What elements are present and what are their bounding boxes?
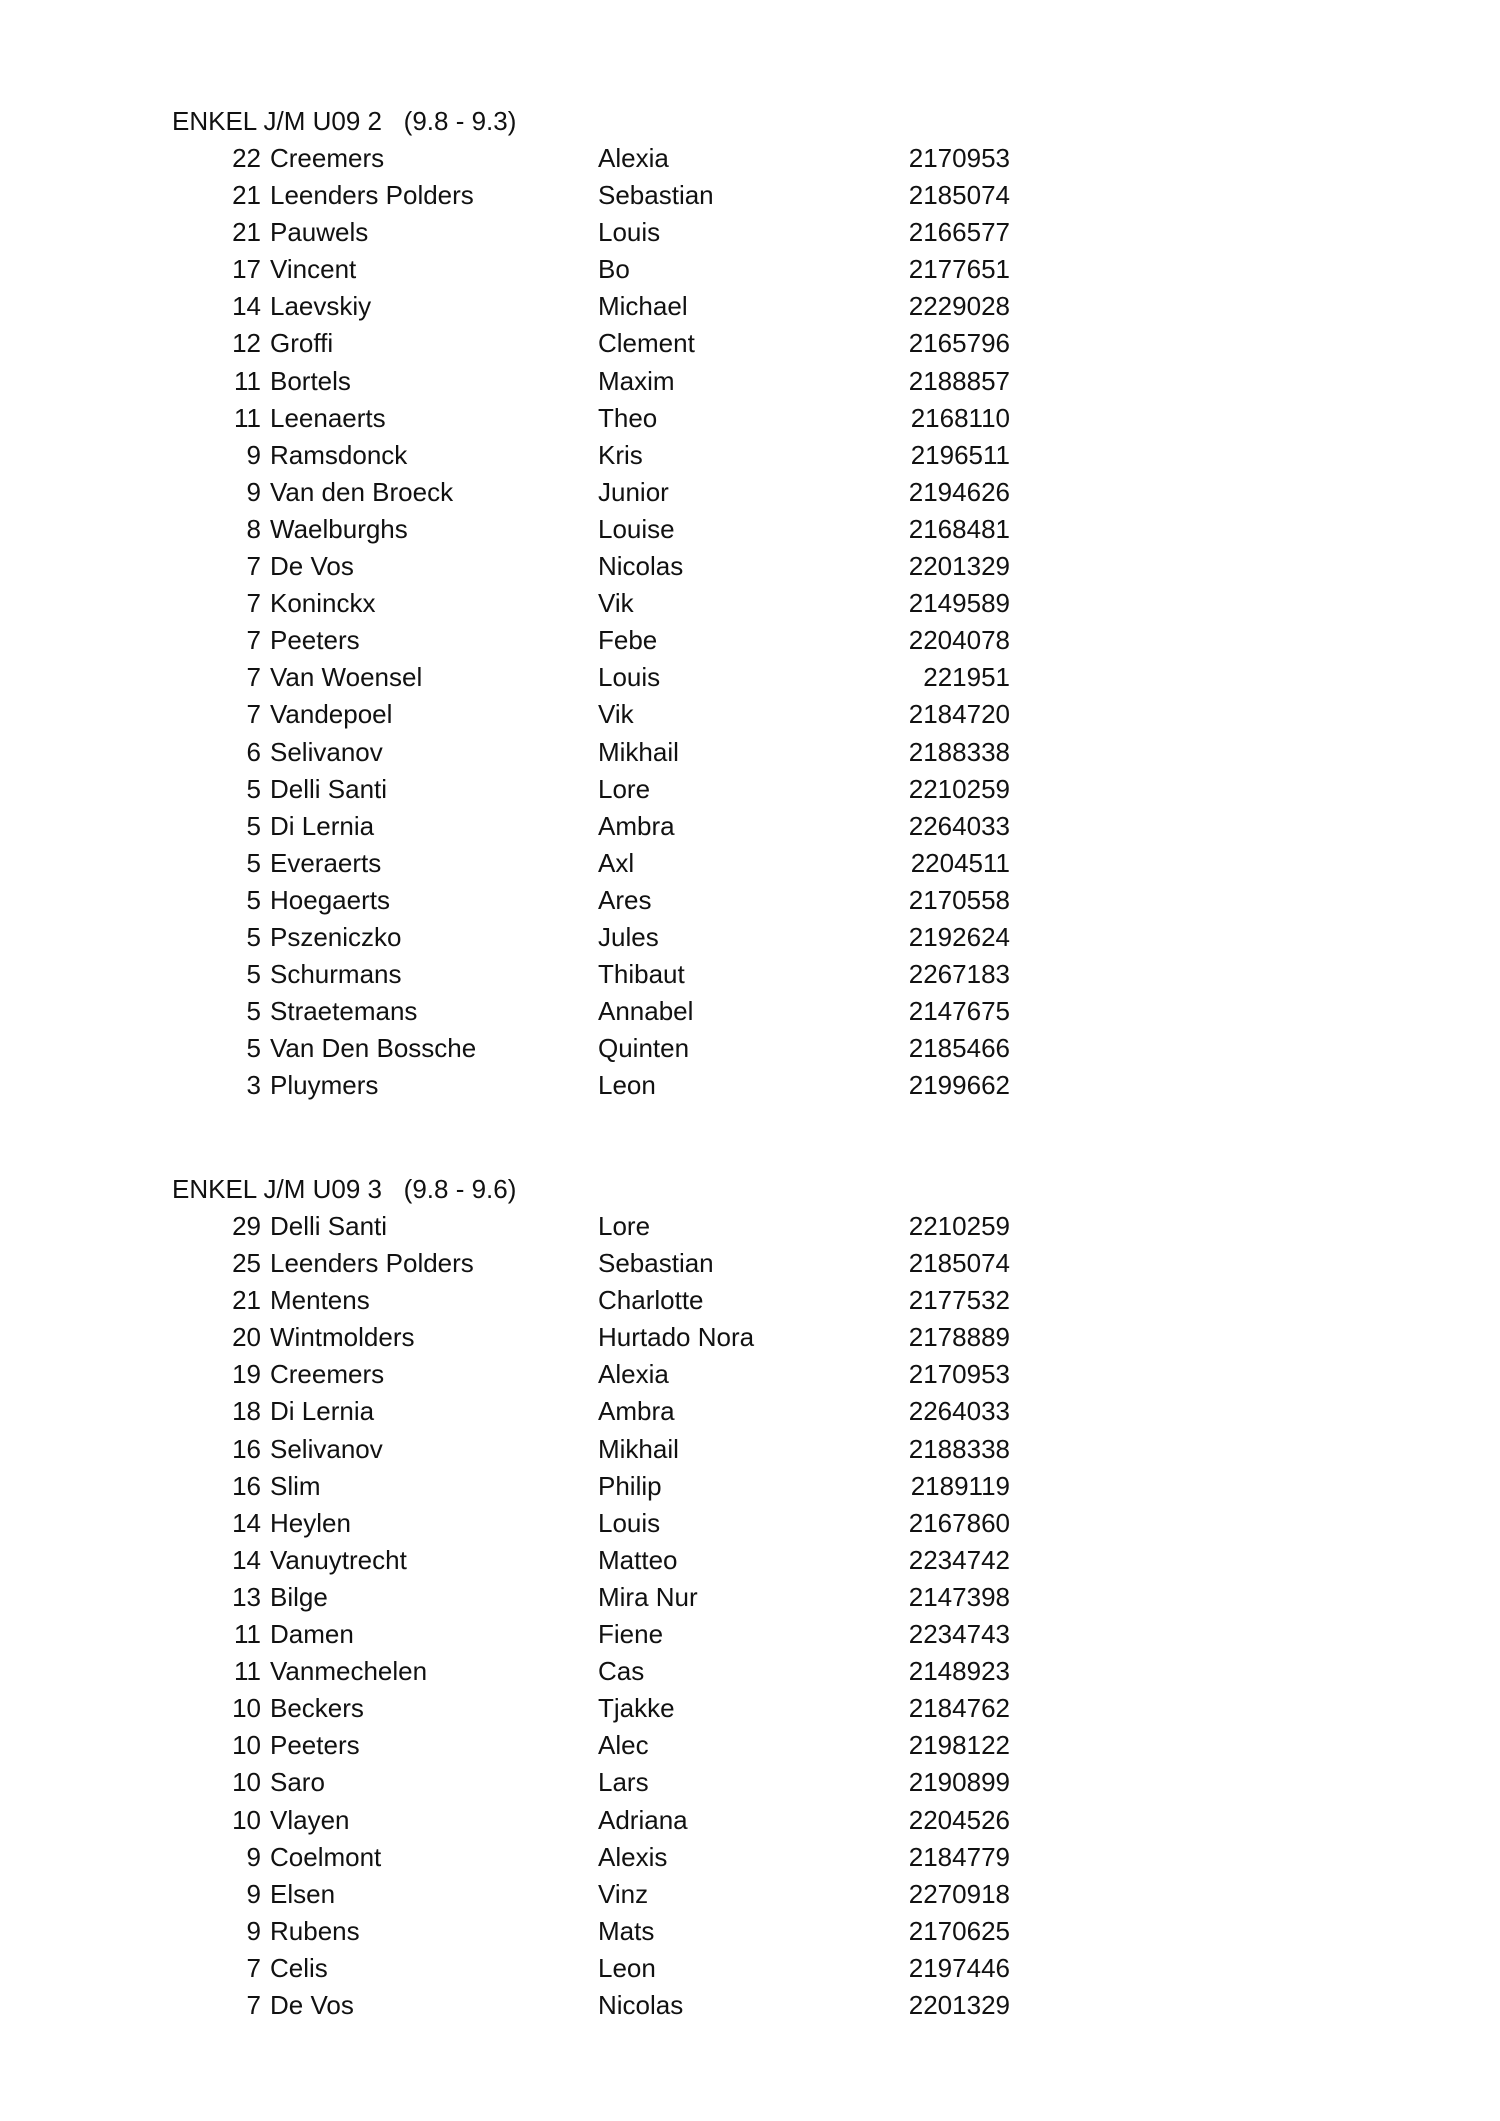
license-number-cell: 2184762 — [908, 1693, 1010, 1724]
license-number-cell: 2170953 — [908, 1359, 1010, 1390]
table-row — [172, 325, 1072, 362]
table-row — [172, 1839, 1072, 1876]
firstname-cell: Alexis — [598, 1841, 668, 1872]
score-cell: 14 — [232, 1544, 261, 1575]
table-row — [172, 1579, 1072, 1616]
license-number-cell: 2188338 — [908, 736, 1010, 767]
ranking-list — [172, 140, 1072, 1104]
score-cell: 5 — [246, 847, 261, 878]
firstname-cell: Cas — [598, 1656, 645, 1687]
score-cell: 5 — [246, 773, 261, 804]
lastname-cell: Van den Broeck — [270, 476, 454, 507]
lastname-cell: Laevskiy — [270, 291, 372, 322]
license-number-cell: 2204526 — [908, 1804, 1010, 1835]
score-cell: 9 — [246, 476, 261, 507]
table-row — [172, 1653, 1072, 1690]
license-number-cell: 2165796 — [908, 328, 1010, 359]
firstname-cell: Louise — [598, 513, 675, 544]
lastname-cell: Vandepoel — [270, 699, 393, 730]
table-row — [172, 177, 1072, 214]
table-row — [172, 363, 1072, 400]
score-cell: 5 — [246, 884, 261, 915]
table-row — [172, 1876, 1072, 1913]
license-number-cell: 2188857 — [908, 365, 1010, 396]
table-row — [172, 1030, 1072, 1067]
table-row — [172, 288, 1072, 325]
firstname-cell: Ambra — [598, 1396, 675, 1427]
table-row — [172, 140, 1072, 177]
lastname-cell: Leenders Polders — [270, 1248, 474, 1279]
lastname-cell: Bortels — [270, 365, 351, 396]
firstname-cell: Mira Nur — [598, 1581, 698, 1612]
firstname-cell: Sebastian — [598, 1248, 714, 1279]
lastname-cell: Waelburghs — [270, 513, 408, 544]
table-row — [172, 1727, 1072, 1764]
license-number-cell: 2188338 — [908, 1433, 1010, 1464]
score-cell: 17 — [232, 254, 261, 285]
license-number-cell: 2270918 — [908, 1878, 1010, 1909]
firstname-cell: Alexia — [598, 1359, 669, 1390]
lastname-cell: Koninckx — [270, 588, 376, 619]
lastname-cell: Schurmans — [270, 959, 402, 990]
table-row — [172, 1245, 1072, 1282]
lastname-cell: Everaerts — [270, 847, 382, 878]
lastname-cell: Creemers — [270, 1359, 385, 1390]
firstname-cell: Lars — [598, 1767, 649, 1798]
lastname-cell: Groffi — [270, 328, 334, 359]
lastname-cell: Vanuytrecht — [270, 1544, 407, 1575]
license-number-cell: 2267183 — [908, 959, 1010, 990]
table-row — [172, 1505, 1072, 1542]
score-cell: 11 — [234, 402, 261, 433]
table-row — [172, 1393, 1072, 1430]
license-number-cell: 2178889 — [908, 1322, 1010, 1353]
firstname-cell: Maxim — [598, 365, 675, 396]
score-cell: 7 — [246, 625, 261, 656]
score-cell: 13 — [232, 1581, 261, 1612]
lastname-cell: Slim — [270, 1470, 321, 1501]
license-number-cell: 2234743 — [908, 1619, 1010, 1650]
firstname-cell: Nicolas — [598, 1989, 684, 2020]
score-cell: 7 — [246, 1989, 261, 2020]
table-row — [172, 251, 1072, 288]
firstname-cell: Leon — [598, 1952, 656, 1983]
table-row — [172, 696, 1072, 733]
score-cell: 22 — [232, 143, 261, 173]
firstname-cell: Quinten — [598, 1033, 690, 1064]
license-number-cell: 2167860 — [908, 1507, 1010, 1538]
lastname-cell: Mentens — [270, 1285, 370, 1316]
table-row — [172, 1282, 1072, 1319]
lastname-cell: Pszeniczko — [270, 921, 402, 952]
score-cell: 10 — [232, 1767, 261, 1798]
score-cell: 10 — [232, 1804, 261, 1835]
license-number-cell: 2204078 — [908, 625, 1010, 656]
table-row — [172, 548, 1072, 585]
section-title: ENKEL J/M U09 3 (9.8 - 9.6) — [172, 1174, 517, 1204]
table-row — [172, 1468, 1072, 1505]
firstname-cell: Vik — [598, 699, 634, 730]
license-number-cell: 2185074 — [908, 180, 1010, 211]
license-number-cell: 2196511 — [910, 439, 1010, 470]
lastname-cell: Wintmolders — [270, 1322, 415, 1353]
lastname-cell: Pauwels — [270, 217, 369, 248]
lastname-cell: De Vos — [270, 551, 354, 582]
score-cell: 21 — [232, 217, 261, 248]
score-cell: 25 — [232, 1248, 261, 1279]
table-row — [172, 1208, 1072, 1245]
firstname-cell: Axl — [598, 847, 635, 878]
firstname-cell: Ambra — [598, 810, 675, 841]
score-cell: 10 — [232, 1730, 261, 1761]
lastname-cell: Pluymers — [270, 1070, 379, 1101]
license-number-cell: 2204511 — [910, 847, 1010, 878]
table-row — [172, 1987, 1072, 2024]
score-cell: 8 — [246, 513, 261, 544]
score-cell: 7 — [246, 1952, 261, 1983]
firstname-cell: Vinz — [598, 1878, 649, 1909]
lastname-cell: Vincent — [270, 254, 357, 285]
license-number-cell: 2177651 — [908, 254, 1010, 285]
firstname-cell: Louis — [598, 217, 661, 248]
lastname-cell: Beckers — [270, 1693, 364, 1724]
firstname-cell: Louis — [598, 662, 661, 693]
firstname-cell: Leon — [598, 1070, 656, 1101]
firstname-cell: Annabel — [598, 996, 694, 1027]
score-cell: 14 — [232, 291, 261, 322]
lastname-cell: Van Woensel — [270, 662, 423, 693]
firstname-cell: Bo — [598, 254, 630, 285]
score-cell: 9 — [246, 1841, 261, 1872]
firstname-cell: Alexia — [598, 143, 669, 173]
lastname-cell: De Vos — [270, 1989, 354, 2020]
license-number-cell: 2210259 — [908, 773, 1010, 804]
score-cell: 16 — [232, 1433, 261, 1464]
license-number-cell: 2147675 — [908, 996, 1010, 1027]
table-row — [172, 882, 1072, 919]
table-row — [172, 400, 1072, 437]
firstname-cell: Lore — [598, 773, 651, 804]
license-number-cell: 2185466 — [908, 1033, 1010, 1064]
lastname-cell: Selivanov — [270, 1433, 383, 1464]
firstname-cell: Philip — [598, 1470, 662, 1501]
lastname-cell: Elsen — [270, 1878, 336, 1909]
score-cell: 18 — [232, 1396, 261, 1427]
firstname-cell: Nicolas — [598, 551, 684, 582]
table-row — [172, 622, 1072, 659]
lastname-cell: Van Den Bossche — [270, 1033, 477, 1064]
table-row — [172, 437, 1072, 474]
score-cell: 5 — [246, 921, 261, 952]
score-cell: 21 — [232, 1285, 261, 1316]
score-cell: 19 — [232, 1359, 261, 1390]
license-number-cell: 2149589 — [908, 588, 1010, 619]
table-row — [172, 919, 1072, 956]
license-number-cell: 221951 — [923, 662, 1010, 693]
table-row — [172, 1356, 1072, 1393]
license-number-cell: 2198122 — [908, 1730, 1010, 1761]
lastname-cell: Hoegaerts — [270, 884, 390, 915]
score-cell: 7 — [246, 551, 261, 582]
lastname-cell: Di Lernia — [270, 1396, 375, 1427]
score-cell: 5 — [246, 959, 261, 990]
lastname-cell: Leenders Polders — [270, 180, 474, 211]
license-number-cell: 2166577 — [908, 217, 1010, 248]
firstname-cell: Mikhail — [598, 736, 679, 767]
firstname-cell: Mats — [598, 1915, 655, 1946]
firstname-cell: Junior — [598, 476, 669, 507]
license-number-cell: 2168110 — [910, 402, 1010, 433]
table-row — [172, 1802, 1072, 1839]
license-number-cell: 2201329 — [908, 551, 1010, 582]
lastname-cell: Vanmechelen — [270, 1656, 428, 1687]
score-cell: 11 — [234, 365, 261, 396]
table-row — [172, 993, 1072, 1030]
section-title: ENKEL J/M U09 2 (9.8 - 9.3) — [172, 106, 517, 136]
lastname-cell: Ramsdonck — [270, 439, 408, 470]
license-number-cell: 2234742 — [908, 1544, 1010, 1575]
license-number-cell: 2170625 — [908, 1915, 1010, 1946]
firstname-cell: Lore — [598, 1211, 651, 1241]
firstname-cell: Tjakke — [598, 1693, 675, 1724]
table-row — [172, 1431, 1072, 1468]
firstname-cell: Matteo — [598, 1544, 678, 1575]
score-cell: 21 — [232, 180, 261, 211]
lastname-cell: Peeters — [270, 625, 360, 656]
table-row — [172, 1067, 1072, 1104]
score-cell: 11 — [234, 1619, 261, 1650]
lastname-cell: Coelmont — [270, 1841, 382, 1872]
firstname-cell: Mikhail — [598, 1433, 679, 1464]
table-row — [172, 771, 1072, 808]
lastname-cell: Delli Santi — [270, 773, 388, 804]
lastname-cell: Creemers — [270, 143, 385, 173]
firstname-cell: Charlotte — [598, 1285, 704, 1316]
firstname-cell: Kris — [598, 439, 643, 470]
firstname-cell: Louis — [598, 1507, 661, 1538]
firstname-cell: Michael — [598, 291, 688, 322]
license-number-cell: 2148923 — [908, 1656, 1010, 1687]
license-number-cell: 2201329 — [908, 1989, 1010, 2020]
license-number-cell: 2185074 — [908, 1248, 1010, 1279]
lastname-cell: Damen — [270, 1619, 354, 1650]
firstname-cell: Alec — [598, 1730, 649, 1761]
firstname-cell: Sebastian — [598, 180, 714, 211]
score-cell: 12 — [232, 328, 261, 359]
table-row — [172, 474, 1072, 511]
score-cell: 9 — [246, 439, 261, 470]
table-row — [172, 1764, 1072, 1801]
ranking-list — [172, 1208, 1072, 2024]
lastname-cell: Di Lernia — [270, 810, 375, 841]
table-row — [172, 214, 1072, 251]
firstname-cell: Jules — [598, 921, 659, 952]
lastname-cell: Saro — [270, 1767, 325, 1798]
score-cell: 7 — [246, 699, 261, 730]
score-cell: 7 — [246, 662, 261, 693]
score-cell: 5 — [246, 810, 261, 841]
table-row — [172, 808, 1072, 845]
license-number-cell: 2189119 — [910, 1470, 1010, 1501]
score-cell: 11 — [234, 1656, 261, 1687]
table-row — [172, 1950, 1072, 1987]
score-cell: 29 — [232, 1211, 261, 1241]
firstname-cell: Febe — [598, 625, 658, 656]
license-number-cell: 2199662 — [908, 1070, 1010, 1101]
score-cell: 10 — [232, 1693, 261, 1724]
firstname-cell: Thibaut — [598, 959, 685, 990]
lastname-cell: Heylen — [270, 1507, 351, 1538]
firstname-cell: Theo — [598, 402, 658, 433]
firstname-cell: Hurtado Nora — [598, 1322, 755, 1353]
table-row — [172, 845, 1072, 882]
lastname-cell: Straetemans — [270, 996, 418, 1027]
license-number-cell: 2210259 — [908, 1211, 1010, 1241]
lastname-cell: Leenaerts — [270, 402, 386, 433]
license-number-cell: 2168481 — [908, 513, 1010, 544]
score-cell: 20 — [232, 1322, 261, 1353]
lastname-cell: Selivanov — [270, 736, 383, 767]
lastname-cell: Vlayen — [270, 1804, 350, 1835]
lastname-cell: Bilge — [270, 1581, 328, 1612]
score-cell: 5 — [246, 1033, 261, 1064]
license-number-cell: 2229028 — [908, 291, 1010, 322]
score-cell: 16 — [232, 1470, 261, 1501]
license-number-cell: 2177532 — [908, 1285, 1010, 1316]
license-number-cell: 2184779 — [908, 1841, 1010, 1872]
lastname-cell: Celis — [270, 1952, 328, 1983]
lastname-cell: Rubens — [270, 1915, 360, 1946]
table-row — [172, 1616, 1072, 1653]
firstname-cell: Fiene — [598, 1619, 664, 1650]
lastname-cell: Delli Santi — [270, 1211, 388, 1241]
table-row — [172, 585, 1072, 622]
license-number-cell: 2170558 — [908, 884, 1010, 915]
score-cell: 3 — [246, 1070, 261, 1101]
firstname-cell: Adriana — [598, 1804, 688, 1835]
license-number-cell: 2170953 — [908, 143, 1010, 173]
license-number-cell: 2264033 — [908, 810, 1010, 841]
license-number-cell: 2147398 — [908, 1581, 1010, 1612]
firstname-cell: Clement — [598, 328, 695, 359]
table-row — [172, 659, 1072, 696]
table-row — [172, 511, 1072, 548]
score-cell: 14 — [232, 1507, 261, 1538]
license-number-cell: 2197446 — [908, 1952, 1010, 1983]
score-cell: 9 — [246, 1915, 261, 1946]
table-row — [172, 1913, 1072, 1950]
table-row — [172, 1542, 1072, 1579]
table-row — [172, 1690, 1072, 1727]
table-row — [172, 956, 1072, 993]
score-cell: 6 — [246, 736, 261, 767]
lastname-cell: Peeters — [270, 1730, 360, 1761]
license-number-cell: 2190899 — [908, 1767, 1010, 1798]
license-number-cell: 2192624 — [908, 921, 1010, 952]
table-row — [172, 1319, 1072, 1356]
license-number-cell: 2184720 — [908, 699, 1010, 730]
score-cell: 5 — [246, 996, 261, 1027]
license-number-cell: 2194626 — [908, 476, 1010, 507]
score-cell: 9 — [246, 1878, 261, 1909]
firstname-cell: Ares — [598, 884, 652, 915]
ranking-section-u09-2 — [172, 103, 1072, 1104]
firstname-cell: Vik — [598, 588, 634, 619]
ranking-section-u09-3 — [172, 1171, 1072, 2024]
license-number-cell: 2264033 — [908, 1396, 1010, 1427]
score-cell: 7 — [246, 588, 261, 619]
table-row — [172, 734, 1072, 771]
